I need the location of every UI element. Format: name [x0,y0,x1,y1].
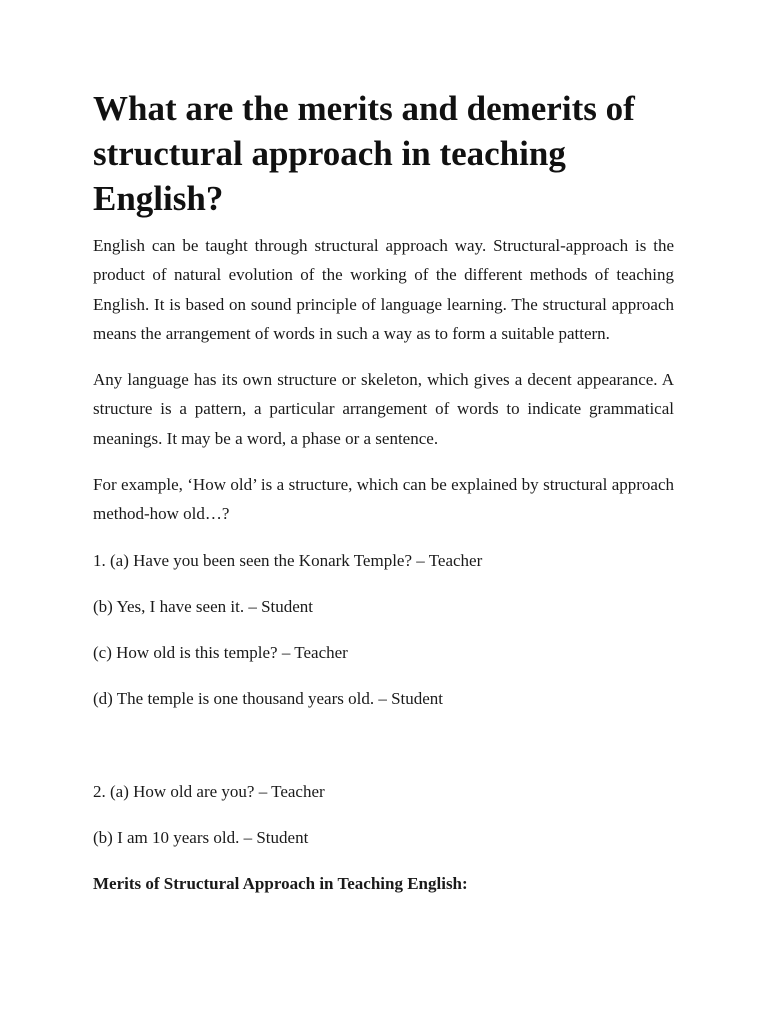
example2-line-b: (b) I am 10 years old. – Student [93,827,309,847]
example1-line-d: (d) The temple is one thousand years old. – Student [93,688,444,708]
example1-line-a: 1. (a) Have you been seen the Konark Temple? – Teacher [93,550,483,570]
paragraph-structure: Any language has its own structure or skeleton, which gives a decent appearance. A structure is a pattern, a particular arrangement of words to indicate grammatical meanings. It may be a word, a phase or a sentence. [93,370,674,448]
page-title: What are the merits and demerits of structural approach in teaching English? [93,89,635,218]
example2-line-a: 2. (a) How old are you? – Teacher [93,781,325,801]
merits-heading: Merits of Structural Approach in Teaching English: [93,873,468,893]
paragraph-example: For example, ‘How old’ is a structure, which can be explained by structural approach method-how old…? [93,475,674,524]
example1-line-b: (b) Yes, I have seen it. – Student [93,596,314,616]
document-page [93,86,674,898]
paragraph-intro: English can be taught through structural approach way. Structural-approach is the product of natural evolution of the working of the different methods of teaching English. It is based on sound principle of language learning. The structural approach means the arrangement of words in such a way as to form a suitable pattern. [93,236,674,343]
example1-line-c: (c) How old is this temple? – Teacher [93,642,348,662]
